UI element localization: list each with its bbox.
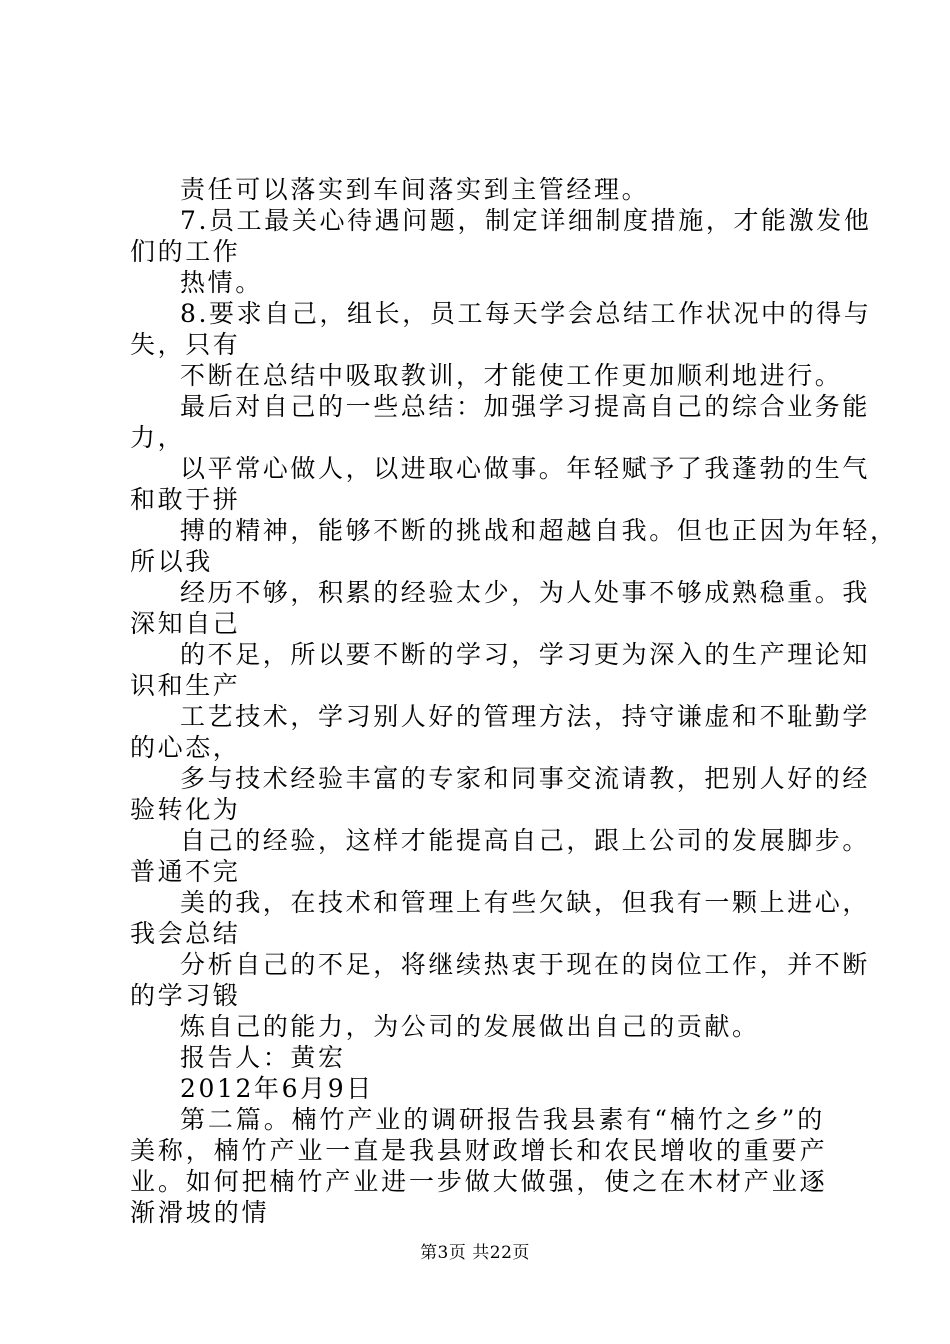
text-line: 8.要求自己，组长，员工每天学会总结工作状况中的得与 xyxy=(180,299,872,328)
text-line: 自己的经验，这样才能提高自己，跟上公司的发展脚步。 xyxy=(180,826,871,855)
text-line: 深知自己 xyxy=(130,609,241,638)
date-line: 2012年6月9日 xyxy=(180,1074,374,1103)
text-line: 力， xyxy=(130,423,186,452)
text-line: 普通不完 xyxy=(130,857,241,886)
text-line: 的学习锻 xyxy=(130,981,241,1010)
text-line: 失，只有 xyxy=(130,330,241,359)
text-line: 分析自己的不足，将继续热衷于现在的岗位工作，并不断 xyxy=(180,950,871,979)
text-line: 最后对自己的一些总结：加强学习提高自己的综合业务能 xyxy=(180,392,871,421)
text-line: 的不足，所以要不断的学习，学习更为深入的生产理论知 xyxy=(180,640,871,669)
text-line: 多与技术经验丰富的专家和同事交流请教，把别人好的经 xyxy=(180,764,871,793)
text-line: 们的工作 xyxy=(130,237,241,266)
document-body xyxy=(130,174,898,1228)
text-line: 所以我 xyxy=(130,547,213,576)
text-line: 验转化为 xyxy=(130,795,241,824)
reporter-line: 报告人：黄宏 xyxy=(180,1043,346,1072)
text-line: 工艺技术，学习别人好的管理方法，持守谦虚和不耻勤学 xyxy=(180,702,871,731)
text-line: 责任可以落实到车间落实到主管经理。 xyxy=(180,175,650,204)
text-line: 不断在总结中吸取教训，才能使工作更加顺利地进行。 xyxy=(180,361,843,390)
text-line: 热情。 xyxy=(180,268,263,297)
text-line: 和敢于拼 xyxy=(130,485,241,514)
text-line: 炼自己的能力，为公司的发展做出自己的贡献。 xyxy=(180,1012,760,1041)
text-line: 的心态， xyxy=(130,733,241,762)
text-line: 我会总结 xyxy=(130,919,241,948)
text-line: 以平常心做人，以进取心做事。年轻赋予了我蓬勃的生气 xyxy=(180,454,871,483)
text-line: 美的我，在技术和管理上有些欠缺，但我有一颗上进心， xyxy=(180,888,871,917)
page-number-footer: 第3页 共22页 xyxy=(420,1243,530,1263)
section-two-paragraph: 第二篇。楠竹产业的调研报告我县素有“楠竹之乡”的美称，楠竹产业一直是我县财政增长和农民增收的重要产业。如何把楠竹产业进一步做大做强，使之在木材产业逐渐滑坡的情 xyxy=(130,1105,828,1227)
text-line: 识和生产 xyxy=(130,671,241,700)
text-line: 7.员工最关心待遇问题，制定详细制度措施，才能激发他 xyxy=(180,206,872,235)
text-line: 搏的精神，能够不断的挑战和超越自我。但也正因为年轻， xyxy=(180,516,898,545)
text-line: 经历不够，积累的经验太少，为人处事不够成熟稳重。我 xyxy=(180,578,871,607)
